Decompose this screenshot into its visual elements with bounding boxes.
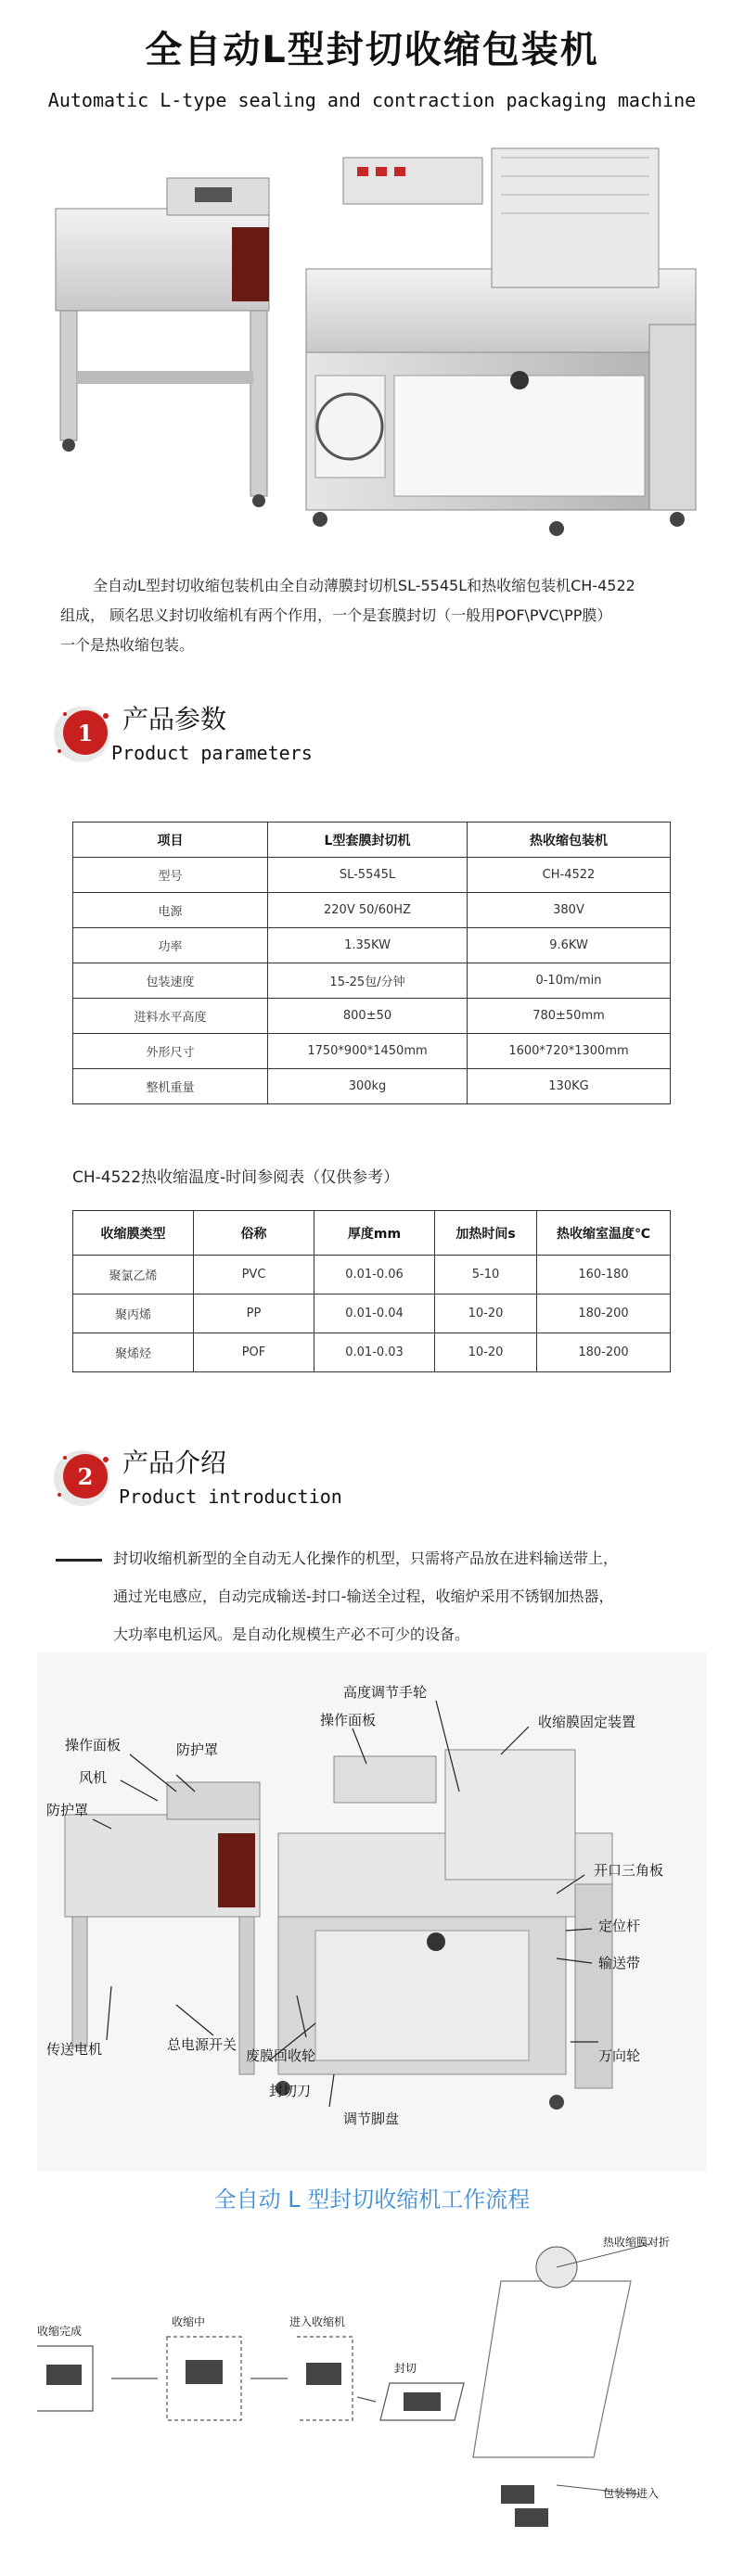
table-cell: SL-5545L bbox=[268, 858, 468, 893]
description-line: 通过光电感应，自动完成输送-封口-输送全过程，收缩炉采用不锈钢加热器， bbox=[113, 1588, 614, 1605]
table-cell: 0.01-0.03 bbox=[314, 1333, 435, 1372]
table-row bbox=[73, 999, 671, 1034]
flow-title: 全自动 L 型封切收缩机工作流程 bbox=[213, 2187, 531, 2213]
table-cell: 外形尺寸 bbox=[73, 1034, 268, 1069]
workflow-diagram bbox=[37, 2225, 707, 2559]
table-cell: 0-10m/min bbox=[468, 963, 671, 999]
table-cell: 包装速度 bbox=[73, 963, 268, 999]
label-foot: 调节脚盘 bbox=[343, 2111, 400, 2127]
table-cell: 1750*900*1450mm bbox=[268, 1034, 468, 1069]
table-cell: 整机重量 bbox=[73, 1069, 268, 1104]
column-header: L型套膜封切机 bbox=[268, 823, 468, 858]
section-title-en: Product introduction bbox=[119, 1486, 342, 1508]
section-header-introduction bbox=[19, 1428, 390, 1530]
flow-step-label: 进入收缩机 bbox=[289, 2315, 346, 2328]
intro-paragraph bbox=[60, 571, 705, 660]
label-power-switch: 总电源开关 bbox=[167, 2036, 237, 2053]
flow-step-label: 收缩中 bbox=[172, 2315, 206, 2328]
description-line: 封切收缩机新型的全自动无人化操作的机型，只需将产品放在进料输送带上， bbox=[113, 1549, 619, 1567]
table-row bbox=[73, 858, 671, 893]
table-cell: 5-10 bbox=[435, 1256, 537, 1294]
table-row bbox=[73, 1069, 671, 1104]
table-cell: 180-200 bbox=[537, 1294, 671, 1333]
section-number: 1 bbox=[77, 720, 94, 746]
label-guard: 防护罩 bbox=[176, 1741, 219, 1758]
table-cell: 160-180 bbox=[537, 1256, 671, 1294]
label-caster: 万向轮 bbox=[598, 2047, 641, 2064]
table-cell: 15-25包/分钟 bbox=[268, 963, 468, 999]
intro-line: 组成， 顾名思义封切收缩机有两个作用，一个是套膜封切（一般用POF\PVC\PP膜） bbox=[60, 606, 612, 624]
label-operation-panel: 操作面板 bbox=[65, 1737, 122, 1753]
column-header: 俗称 bbox=[194, 1211, 314, 1256]
section-title-cn: 产品介绍 bbox=[122, 1447, 227, 1478]
table-cell: 10-20 bbox=[435, 1294, 537, 1333]
intro-line: 全自动L型封切收缩包装机由全自动薄膜封切机SL-5545L和热收缩包装机CH-4522 bbox=[93, 577, 635, 594]
table-cell: PVC bbox=[194, 1256, 314, 1294]
column-header: 加热时间s bbox=[435, 1211, 537, 1256]
label-waste-roller: 废膜回收轮 bbox=[246, 2047, 316, 2064]
table-row bbox=[73, 1034, 671, 1069]
table-header-row bbox=[73, 823, 671, 858]
table-row bbox=[73, 1294, 671, 1333]
section-title-cn: 产品参数 bbox=[122, 704, 227, 734]
column-header: 收缩膜类型 bbox=[73, 1211, 194, 1256]
section-title-en: Product parameters bbox=[111, 742, 313, 764]
table-cell: 380V bbox=[468, 893, 671, 928]
intro-line: 一个是热收缩包装。 bbox=[60, 636, 195, 654]
table-cell: 0.01-0.06 bbox=[314, 1256, 435, 1294]
temp-table-caption: CH-4522热收缩温度-时间参阅表（仅供参考） bbox=[72, 1168, 400, 1187]
table-cell: 800±50 bbox=[268, 999, 468, 1034]
table-cell: 130KG bbox=[468, 1069, 671, 1104]
table-row bbox=[73, 1256, 671, 1294]
flow-step-label: 封切 bbox=[394, 2362, 417, 2375]
label-height-wheel: 高度调节手轮 bbox=[343, 1684, 428, 1701]
table-cell: 180-200 bbox=[537, 1333, 671, 1372]
flow-step-label: 收缩完成 bbox=[37, 2325, 83, 2338]
machine-photo bbox=[37, 139, 707, 556]
label-film-holder: 收缩膜固定装置 bbox=[538, 1714, 636, 1730]
label-guard: 防护罩 bbox=[46, 1802, 89, 1818]
label-locating-rod: 定位杆 bbox=[598, 1918, 641, 1934]
table-header-row bbox=[73, 1211, 671, 1256]
dash-divider bbox=[56, 1559, 102, 1562]
column-header: 项目 bbox=[73, 823, 268, 858]
flow-step-label: 热收缩膜对折 bbox=[603, 2236, 671, 2249]
column-header: 厚度mm bbox=[314, 1211, 435, 1256]
table-cell: 10-20 bbox=[435, 1333, 537, 1372]
params-table bbox=[72, 822, 671, 1104]
l-sealer bbox=[306, 148, 696, 536]
table-cell: 聚烯烃 bbox=[73, 1333, 194, 1372]
table-cell: 1600*720*1300mm bbox=[468, 1034, 671, 1069]
flow-step-label: 包装物进入 bbox=[603, 2487, 660, 2500]
description-paragraph bbox=[113, 1539, 707, 1653]
table-cell: 进料水平高度 bbox=[73, 999, 268, 1034]
table-cell: 聚氯乙烯 bbox=[73, 1256, 194, 1294]
label-conveyor-motor: 传送电机 bbox=[46, 2041, 103, 2058]
temp-table bbox=[72, 1210, 671, 1372]
labeled-machine-diagram bbox=[37, 1652, 707, 2172]
page-subtitle: Automatic L-type sealing and contraction packaging machine bbox=[47, 89, 697, 111]
table-row bbox=[73, 928, 671, 963]
table-row bbox=[73, 1333, 671, 1372]
section-number: 2 bbox=[77, 1463, 94, 1490]
description-line: 大功率电机运风。是自动化规模生产必不可少的设备。 bbox=[113, 1626, 470, 1643]
table-row bbox=[73, 893, 671, 928]
table-cell: 聚丙烯 bbox=[73, 1294, 194, 1333]
label-fan: 风机 bbox=[79, 1769, 108, 1786]
page-title: 全自动L型封切收缩包装机 bbox=[145, 29, 599, 71]
column-header: 热收缩室温度℃ bbox=[537, 1211, 671, 1256]
table-cell: 300kg bbox=[268, 1069, 468, 1104]
label-cutter: 封切刀 bbox=[269, 2083, 312, 2099]
label-operation-panel: 操作面板 bbox=[320, 1712, 377, 1728]
table-cell: 780±50mm bbox=[468, 999, 671, 1034]
label-triangle-plate: 开口三角板 bbox=[594, 1862, 664, 1879]
table-cell: 220V 50/60HZ bbox=[268, 893, 468, 928]
table-cell: 型号 bbox=[73, 858, 268, 893]
table-cell: 功率 bbox=[73, 928, 268, 963]
table-cell: 0.01-0.04 bbox=[314, 1294, 435, 1333]
table-cell: CH-4522 bbox=[468, 858, 671, 893]
shrink-tunnel bbox=[56, 178, 269, 507]
section-header-parameters bbox=[19, 684, 390, 786]
table-row bbox=[73, 963, 671, 999]
label-conveyor-belt: 输送带 bbox=[598, 1955, 641, 1971]
column-header: 热收缩包装机 bbox=[468, 823, 671, 858]
table-cell: 9.6KW bbox=[468, 928, 671, 963]
table-cell: PP bbox=[194, 1294, 314, 1333]
number-badge bbox=[48, 1441, 122, 1515]
table-cell: 电源 bbox=[73, 893, 268, 928]
table-cell: 1.35KW bbox=[268, 928, 468, 963]
table-cell: POF bbox=[194, 1333, 314, 1372]
